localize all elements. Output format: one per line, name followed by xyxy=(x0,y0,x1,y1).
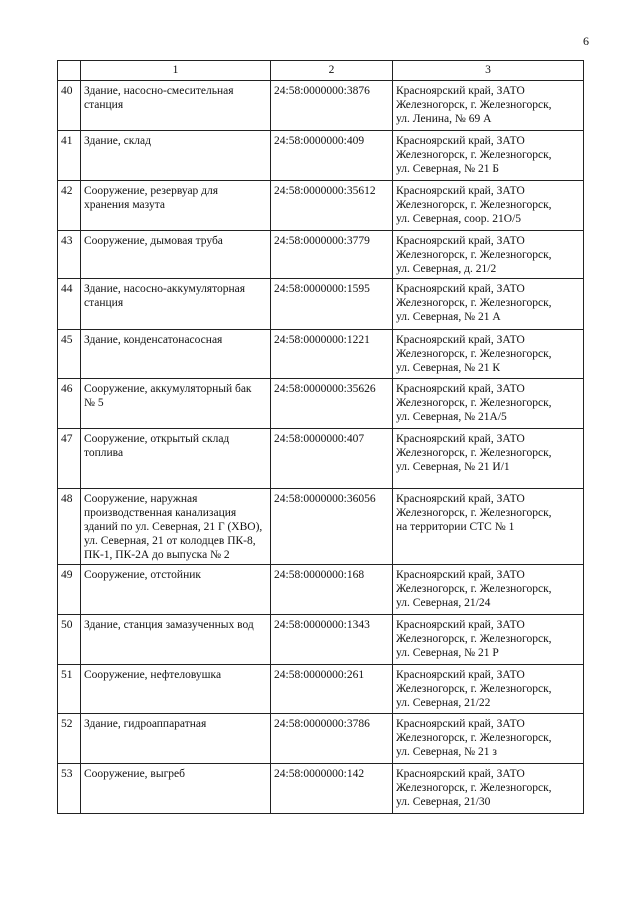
cadastral-number: 24:58:0000000:261 xyxy=(274,669,365,681)
row-number-cell xyxy=(58,565,81,615)
object-address: Красноярский край, ЗАТО Железногорск, г. Железногорск, на территории СТС № 1 xyxy=(396,493,552,533)
object-name-cell xyxy=(81,489,271,565)
object-address-cell xyxy=(393,764,584,814)
object-address: Красноярский край, ЗАТО Железногорск, г. Железногорск, ул. Северная, 21/22 xyxy=(396,669,552,709)
cadastral-number-cell xyxy=(271,181,393,231)
row-number-cell xyxy=(58,279,81,330)
header-cell-index xyxy=(58,61,81,81)
cadastral-number-cell xyxy=(271,81,393,131)
row-number-cell xyxy=(58,665,81,714)
table-row xyxy=(58,489,584,565)
object-address: Красноярский край, ЗАТО Железногорск, г. Железногорск, ул. Северная, соор. 21О/5 xyxy=(396,185,552,225)
cadastral-number: 24:58:0000000:142 xyxy=(274,768,365,780)
row-number: 50 xyxy=(61,619,73,631)
cadastral-number: 24:58:0000000:3876 xyxy=(274,85,370,97)
cadastral-number-cell xyxy=(271,489,393,565)
table-row xyxy=(58,279,584,330)
row-number: 40 xyxy=(61,85,73,97)
object-address: Красноярский край, ЗАТО Железногорск, г. Железногорск, ул. Северная, № 21 Б xyxy=(396,135,552,175)
object-address-cell xyxy=(393,429,584,489)
cadastral-number: 24:58:0000000:1343 xyxy=(274,619,370,631)
cadastral-number: 24:58:0000000:407 xyxy=(274,433,365,445)
table-row xyxy=(58,181,584,231)
cadastral-number: 24:58:0000000:409 xyxy=(274,135,365,147)
row-number: 51 xyxy=(61,669,73,681)
object-name: Сооружение, открытый склад топлива xyxy=(84,433,230,459)
cadastral-number: 24:58:0000000:36056 xyxy=(274,493,376,505)
row-number: 45 xyxy=(61,334,73,346)
object-address-cell xyxy=(393,714,584,764)
cadastral-number: 24:58:0000000:168 xyxy=(274,569,365,581)
object-name: Сооружение, нефтеловушка xyxy=(84,669,222,681)
row-number: 52 xyxy=(61,718,73,730)
object-name-cell xyxy=(81,131,271,181)
row-number-cell xyxy=(58,330,81,379)
table-row xyxy=(58,131,584,181)
cadastral-number-cell xyxy=(271,714,393,764)
row-number: 43 xyxy=(61,235,73,247)
table-row xyxy=(58,379,584,429)
object-name: Здание, склад xyxy=(84,135,151,147)
cadastral-number-cell xyxy=(271,665,393,714)
cadastral-number: 24:58:0000000:3779 xyxy=(274,235,370,247)
object-name: Здание, насосно-аккумуляторная станция xyxy=(84,283,246,309)
object-name: Здание, конденсатонасосная xyxy=(84,334,223,346)
row-number-cell xyxy=(58,489,81,565)
object-name-cell xyxy=(81,279,271,330)
row-number-cell xyxy=(58,231,81,279)
table-row xyxy=(58,714,584,764)
cadastral-number: 24:58:0000000:3786 xyxy=(274,718,370,730)
row-number-cell xyxy=(58,131,81,181)
object-name-cell xyxy=(81,665,271,714)
object-address: Красноярский край, ЗАТО Железногорск, г. Железногорск, ул. Северная, № 21А/5 xyxy=(396,383,552,423)
row-number: 48 xyxy=(61,493,73,505)
object-address: Красноярский край, ЗАТО Железногорск, г. Железногорск, ул. Ленина, № 69 А xyxy=(396,85,552,125)
object-address-cell xyxy=(393,330,584,379)
object-name: Здание, станция замазученных вод xyxy=(84,619,254,631)
object-name: Сооружение, отстойник xyxy=(84,569,201,581)
cadastral-number: 24:58:0000000:1221 xyxy=(274,334,370,346)
row-number-cell xyxy=(58,429,81,489)
cadastral-number-cell xyxy=(271,131,393,181)
row-number: 49 xyxy=(61,569,73,581)
page-number: 6 xyxy=(583,34,589,48)
object-address: Красноярский край, ЗАТО Железногорск, г. Железногорск, ул. Северная, 21/30 xyxy=(396,768,552,808)
object-address-cell xyxy=(393,489,584,565)
object-address: Красноярский край, ЗАТО Железногорск, г. Железногорск, ул. Северная, № 21 з xyxy=(396,718,552,758)
object-name-cell xyxy=(81,379,271,429)
object-address-cell xyxy=(393,615,584,665)
object-name-cell xyxy=(81,764,271,814)
object-address: Красноярский край, ЗАТО Железногорск, г. Железногорск, ул. Северная, 21/24 xyxy=(396,569,552,609)
table-row xyxy=(58,330,584,379)
object-address-cell xyxy=(393,231,584,279)
table-row xyxy=(58,665,584,714)
table-row xyxy=(58,231,584,279)
object-name: Здание, гидроаппаратная xyxy=(84,718,207,730)
cadastral-number: 24:58:0000000:35612 xyxy=(274,185,376,197)
table-header-row xyxy=(58,61,584,81)
cadastral-number-cell xyxy=(271,279,393,330)
object-address-cell xyxy=(393,131,584,181)
object-name-cell xyxy=(81,81,271,131)
table-row xyxy=(58,764,584,814)
object-address: Красноярский край, ЗАТО Железногорск, г. Железногорск, ул. Северная, № 21 И/1 xyxy=(396,433,552,473)
table-row xyxy=(58,615,584,665)
object-address: Красноярский край, ЗАТО Железногорск, г. Железногорск, ул. Северная, № 21 К xyxy=(396,334,552,374)
object-address-cell xyxy=(393,81,584,131)
header-cell-address: 3 xyxy=(393,61,584,81)
object-name-cell xyxy=(81,615,271,665)
object-address: Красноярский край, ЗАТО Железногорск, г. Железногорск, ул. Северная, д. 21/2 xyxy=(396,235,552,275)
object-name: Сооружение, резервуар для хранения мазута xyxy=(84,185,219,211)
cadastral-number-cell xyxy=(271,231,393,279)
table-row xyxy=(58,81,584,131)
row-number-cell xyxy=(58,379,81,429)
cadastral-number-cell xyxy=(271,565,393,615)
object-address-cell xyxy=(393,565,584,615)
object-name-cell xyxy=(81,231,271,279)
object-name: Сооружение, дымовая труба xyxy=(84,235,223,247)
cadastral-number-cell xyxy=(271,429,393,489)
object-name: Сооружение, выгреб xyxy=(84,768,186,780)
object-name-cell xyxy=(81,330,271,379)
object-name-cell xyxy=(81,429,271,489)
object-name-cell xyxy=(81,181,271,231)
row-number: 53 xyxy=(61,768,73,780)
row-number: 44 xyxy=(61,283,73,295)
cadastral-number: 24:58:0000000:1595 xyxy=(274,283,370,295)
object-name: Сооружение, аккумуляторный бак № 5 xyxy=(84,383,252,409)
cadastral-number-cell xyxy=(271,615,393,665)
row-number: 47 xyxy=(61,433,73,445)
row-number-cell xyxy=(58,764,81,814)
object-address-cell xyxy=(393,665,584,714)
row-number-cell xyxy=(58,81,81,131)
object-name: Сооружение, наружная производственная канализация зданий по ул. Северная, 21 Г (ХВО), ул. Северная, 21 от колодцев ПК-8, ПК-1, ПК-2А до выпуска № 2 xyxy=(84,493,263,561)
row-number-cell xyxy=(58,714,81,764)
cadastral-number: 24:58:0000000:35626 xyxy=(274,383,376,395)
cadastral-number-cell xyxy=(271,330,393,379)
row-number: 42 xyxy=(61,185,73,197)
table-row xyxy=(58,565,584,615)
object-name-cell xyxy=(81,714,271,764)
cadastral-number-cell xyxy=(271,764,393,814)
row-number: 46 xyxy=(61,383,73,395)
object-address-cell xyxy=(393,181,584,231)
row-number-cell xyxy=(58,615,81,665)
row-number: 41 xyxy=(61,135,73,147)
property-table xyxy=(57,60,584,814)
object-name: Здание, насосно-смесительная станция xyxy=(84,85,234,111)
object-name-cell xyxy=(81,565,271,615)
row-number-cell xyxy=(58,181,81,231)
object-address-cell xyxy=(393,279,584,330)
header-cell-cadastral: 2 xyxy=(271,61,393,81)
object-address-cell xyxy=(393,379,584,429)
object-address: Красноярский край, ЗАТО Железногорск, г. Железногорск, ул. Северная, № 21 А xyxy=(396,283,552,323)
cadastral-number-cell xyxy=(271,379,393,429)
table-row xyxy=(58,429,584,489)
header-cell-name: 1 xyxy=(81,61,271,81)
object-address: Красноярский край, ЗАТО Железногорск, г. Железногорск, ул. Северная, № 21 Р xyxy=(396,619,552,659)
